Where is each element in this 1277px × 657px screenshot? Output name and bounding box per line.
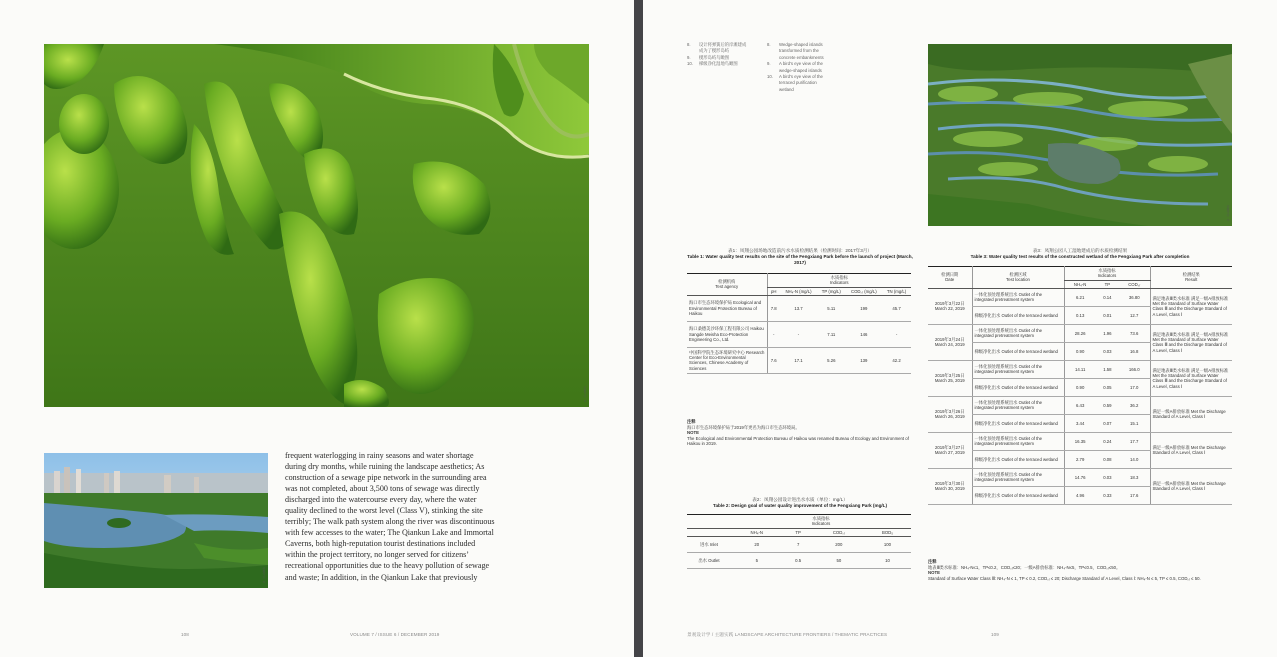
table3-result-cell: 满足一级A排放标准 Met the Discharge Standard of A Level, Class Ⅰ bbox=[1150, 468, 1232, 504]
table2-row bbox=[687, 552, 911, 568]
table3-subcol-header: NH₄-N bbox=[1064, 280, 1096, 288]
table3-col-location-zh: 检测区域 bbox=[1009, 272, 1027, 278]
table2-value-cell: 20 bbox=[731, 536, 783, 552]
table3-location-cell: 一体化预处理系统出水 Outlet of the integrated pretreatment system bbox=[972, 432, 1064, 450]
caption-text: wetland bbox=[779, 86, 794, 92]
table1-value-cell: - bbox=[780, 321, 817, 347]
table2-value-cell: 10 bbox=[864, 552, 911, 568]
aerial-photo-terraced-wetland bbox=[928, 44, 1232, 226]
body-text-line: during dry months, while ruining the landscape aesthetics; As bbox=[285, 462, 485, 472]
caption-text: terraced purification bbox=[779, 80, 817, 86]
table3-value-cell: 14.11 bbox=[1064, 360, 1096, 378]
table3-date-cell: 2019年3月27日 March 27, 2019 bbox=[928, 432, 972, 468]
table3-value-cell: 0.24 bbox=[1096, 432, 1119, 450]
table3-location-cell: 一体化预处理系统出水 Outlet of the integrated pretreatment system bbox=[972, 360, 1064, 378]
table3-value-cell: 0.05 bbox=[1096, 378, 1119, 396]
table3-value-cell: 3.44 bbox=[1064, 414, 1096, 432]
caption-text: A bird’s eye view of the bbox=[779, 61, 823, 67]
right-page-number: 109 bbox=[991, 632, 999, 637]
table1-value-cell: 45.7 bbox=[882, 295, 911, 321]
caption-number: 9. bbox=[687, 54, 691, 60]
table3-row bbox=[928, 432, 1232, 450]
captions-chinese bbox=[687, 42, 761, 68]
table2-subcol-header: TP bbox=[783, 528, 814, 536]
body-text-line: and waste; In addition, in the Qiankun Lake that previously bbox=[285, 572, 478, 582]
table3-date-cell: 2019年3月25日 March 25, 2019 bbox=[928, 360, 972, 396]
table3-subcol-header: TP bbox=[1096, 280, 1119, 288]
table2-title-en: Table 2: Design goal of water quality improvement of the Fengxiang Park (mg/L) bbox=[713, 502, 887, 508]
table3-note-en-label: NOTE bbox=[928, 570, 940, 576]
table1-row bbox=[687, 321, 911, 347]
table2-subcol-header: BOD₅ bbox=[864, 528, 911, 536]
table2-value-cell: 5 bbox=[731, 552, 783, 568]
table3-value-cell: 28.26 bbox=[1064, 324, 1096, 342]
table1-value-cell: - bbox=[882, 321, 911, 347]
table3-value-cell: 0.03 bbox=[1096, 342, 1119, 360]
table3-row bbox=[928, 396, 1232, 414]
table3-value-cell: 16.8 bbox=[1119, 342, 1150, 360]
table3-row bbox=[928, 468, 1232, 486]
table3-value-cell: 0.08 bbox=[1096, 450, 1119, 468]
table1-col-agency-en: Test agency bbox=[715, 284, 739, 290]
table3 bbox=[928, 266, 1232, 505]
caption-number bbox=[767, 87, 779, 93]
table3-col-result-zh: 检测结果 bbox=[1182, 272, 1200, 278]
table3-result-cell: 满足地表Ⅲ类水标准 满足一级A排放标准 Met the Standard of Surface Water Class Ⅲ and the Discharge Standard of A Level, Class Ⅰ bbox=[1150, 288, 1232, 324]
table3-value-cell: 17.0 bbox=[1119, 378, 1150, 396]
aerial-photo-terraced-wetland-svg bbox=[928, 44, 1232, 226]
table3-col-date-zh: 检测日期 bbox=[941, 272, 959, 278]
table1-value-cell: 5.11 bbox=[817, 295, 845, 321]
table3-value-cell: 15.1 bbox=[1119, 414, 1150, 432]
caption-text: 成为了楔形岛屿 bbox=[699, 48, 730, 54]
table1-col-indicators-en: Indicators bbox=[829, 280, 849, 286]
table3-value-cell: 1.58 bbox=[1096, 360, 1119, 378]
table1-row bbox=[687, 295, 911, 321]
table3-date-cell: 2019年3月24日 March 24, 2019 bbox=[928, 324, 972, 360]
table3-value-cell: 6.21 bbox=[1064, 288, 1096, 306]
spread-gutter bbox=[634, 0, 643, 657]
table1-note-zh-label: 注释 bbox=[687, 419, 696, 424]
table1-agency-cell: 中国科学院生态环境研究中心 Research Center for Eco-Environmental Sciences, Chinese Academy of Sciences bbox=[687, 347, 767, 373]
table3-value-cell: 0.14 bbox=[1096, 288, 1119, 306]
table3-col-indicators-en: Indicators bbox=[1097, 273, 1117, 279]
table3-value-cell: 16.35 bbox=[1064, 432, 1096, 450]
table2-row bbox=[687, 536, 911, 552]
table1-value-cell: 7.6 bbox=[767, 347, 780, 373]
body-text-line: was not completed, about 3,500 tons of sewage was directly bbox=[285, 484, 480, 494]
table3-value-cell: 0.01 bbox=[1096, 306, 1119, 324]
table3-value-cell: 14.0 bbox=[1119, 450, 1150, 468]
photo-credit-small: © 土人设计 bbox=[262, 567, 266, 584]
table1-value-cell: 139 bbox=[846, 347, 883, 373]
table1-subcol-header: COD꜀ᵣ (mg/L) bbox=[846, 287, 883, 295]
table2-title-zh: 表2：凤翔公园设计进出水水质（单位：mg/L） bbox=[752, 497, 848, 502]
table1-subcol-header: TN (mg/L) bbox=[882, 287, 911, 295]
table3-col-location-en: Test location bbox=[1006, 277, 1030, 283]
body-text-line: terribly; The walk path system along the river was discontinuous bbox=[285, 517, 495, 527]
table2-subcol-header: NH₄-N bbox=[731, 528, 783, 536]
table2-value-cell: 50 bbox=[814, 552, 864, 568]
caption-number: 9. bbox=[767, 61, 771, 67]
table3-value-cell: 0.90 bbox=[1064, 378, 1096, 396]
body-text-line: with few accesses to the water; The Qiankun Lake and Immortal bbox=[285, 528, 494, 538]
table1-note-en-label: NOTE bbox=[687, 430, 699, 436]
caption-text: concrete embankments bbox=[779, 54, 824, 60]
body-text-line: frequent waterlogging in rainy seasons and water shortage bbox=[285, 451, 474, 460]
table3-value-cell: 0.13 bbox=[1064, 306, 1096, 324]
table1-subcol-header: NH₄-N (mg/L) bbox=[780, 287, 817, 295]
caption-row bbox=[687, 61, 761, 67]
table3-row bbox=[928, 288, 1232, 306]
table1-note bbox=[687, 419, 913, 447]
body-text-line: recreational opportunities due to the heavy pollution of sewage bbox=[285, 561, 490, 571]
table1-value-cell: 13.7 bbox=[780, 295, 817, 321]
table3-value-cell: 17.7 bbox=[1119, 432, 1150, 450]
body-text-line: discharged into the watercourse every day, where the water bbox=[285, 495, 477, 505]
table3-row bbox=[928, 360, 1232, 378]
table3-location-cell: 一体化预处理系统出水 Outlet of the integrated pretreatment system bbox=[972, 324, 1064, 342]
table1-subcol-header: TP (mg/L) bbox=[817, 287, 845, 295]
table3-note-zh: 地表Ⅲ类水标准：NH₄-N≤1，TP≤0.2，COD꜀ᵣ≤20；一级A排放标准：NH₄-N≤5，TP≤0.5，COD꜀ᵣ≤50。 bbox=[928, 564, 1121, 570]
table3-note-en: Standard of Surface Water Class Ⅲ: NH₄-N ≤ 1, TP ≤ 0.2, COD꜀ᵣ ≤ 20; Discharge Standard of A Level, Class Ⅰ: NH₄-N ≤ 5, TP ≤ 0.5, COD꜀ᵣ ≤ 50. bbox=[928, 575, 1201, 581]
table3-col-result-en: Result bbox=[1185, 277, 1198, 283]
caption-number: 10. bbox=[687, 61, 693, 67]
caption-text: transformed from the bbox=[779, 48, 819, 54]
table3-value-cell: 0.07 bbox=[1096, 414, 1119, 432]
table3-location-cell: 梯级净化出水 Outlet of the terraced wetland bbox=[972, 306, 1064, 324]
table3-value-cell: 6.43 bbox=[1064, 396, 1096, 414]
table3-value-cell: 166.0 bbox=[1119, 360, 1150, 378]
table3-value-cell: 0.33 bbox=[1096, 486, 1119, 504]
right-footer: 景观设计学 / 主题实践 LANDSCAPE ARCHITECTURE FRONTIERS / THEMATIC PRACTICES bbox=[687, 632, 888, 637]
table2-row-label: 出水 Outlet bbox=[687, 552, 731, 568]
table1-value-cell: - bbox=[767, 321, 780, 347]
caption-number: 8. bbox=[767, 42, 771, 47]
table1-subcol-header: pH bbox=[767, 287, 780, 295]
table3-col-indicators-zh: 水质指标 bbox=[1098, 268, 1116, 273]
table3-value-cell: 0.59 bbox=[1096, 396, 1119, 414]
table3-note bbox=[928, 559, 1248, 581]
table1-title-zh: 表1：凤翔公园场地改造前污水水质检测结果（检测时间：2017年3月） bbox=[728, 248, 872, 253]
table2-subcol-blank bbox=[687, 528, 731, 536]
table2-subcol-header: COD꜀ᵣ bbox=[814, 528, 864, 536]
aerial-photo-lake-city-svg bbox=[44, 453, 268, 588]
table3-date-cell: 2019年3月22日 March 22, 2019 bbox=[928, 288, 972, 324]
table3-location-cell: 梯级净化出水 Outlet of the terraced wetland bbox=[972, 378, 1064, 396]
table3-value-cell: 2.79 bbox=[1064, 450, 1096, 468]
table1-note-zh: 海口市生态环境保护局于2019年更名为海口市生态环境局。 bbox=[687, 424, 800, 430]
table1-value-cell: 7.11 bbox=[817, 321, 845, 347]
table2-value-cell: 200 bbox=[814, 536, 864, 552]
table3-note-zh-label: 注释 bbox=[928, 559, 937, 564]
table3-location-cell: 梯级净化出水 Outlet of the terraced wetland bbox=[972, 342, 1064, 360]
table2-col-indicators-en: Indicators bbox=[811, 521, 831, 527]
table3-value-cell: 0.03 bbox=[1096, 468, 1119, 486]
caption-text: A bird’s eye view of the bbox=[779, 74, 823, 80]
table3-result-cell: 满足一级A排放标准 Met the Discharge Standard of A Level, Class Ⅰ bbox=[1150, 396, 1232, 432]
table1-title bbox=[687, 248, 913, 265]
body-text-line: within the project territory, no longer served for citizens’ bbox=[285, 550, 469, 560]
aerial-photo-wedge-islands-svg bbox=[44, 44, 589, 407]
caption-text: 楔形岛屿鸟瞰图 bbox=[699, 54, 730, 60]
aerial-photo-wedge-islands bbox=[44, 44, 589, 407]
table3-value-cell: 12.7 bbox=[1119, 306, 1150, 324]
table3-title-zh: 表3：凤翔公园人工湿地建成后的水质检测结果 bbox=[1032, 248, 1128, 253]
table2-value-cell: 0.5 bbox=[783, 552, 814, 568]
table3-location-cell: 一体化预处理系统出水 Outlet of the integrated pretreatment system bbox=[972, 288, 1064, 306]
table3-location-cell: 梯级净化出水 Outlet of the terraced wetland bbox=[972, 450, 1064, 468]
left-page-number: 108 bbox=[181, 632, 189, 637]
table2-col-indicators-zh: 水质指标 bbox=[812, 516, 830, 521]
caption-number: 8. bbox=[687, 42, 691, 47]
table3-value-cell: 4.96 bbox=[1064, 486, 1096, 504]
photo-credit-main: © 土人设计 bbox=[583, 386, 587, 403]
table1-agency-cell: 海口桑德美沙环保工程有限公司 Haikou Sangde Meisha Eco-Protection Engineering Co., Ltd. bbox=[687, 321, 767, 347]
table3-value-cell: 14.76 bbox=[1064, 468, 1096, 486]
caption-text: Wedge-shaped islands bbox=[779, 42, 823, 47]
table3-date-cell: 2019年3月30日 March 30, 2019 bbox=[928, 468, 972, 504]
table1-row bbox=[687, 347, 911, 373]
captions-english bbox=[767, 42, 837, 93]
left-page bbox=[0, 0, 634, 657]
caption-text: 梯级净化湿地鸟瞰图 bbox=[699, 61, 738, 67]
table2 bbox=[687, 514, 911, 569]
table3-value-cell: 1.96 bbox=[1096, 324, 1119, 342]
table3-value-cell: 36.2 bbox=[1119, 396, 1150, 414]
right-page bbox=[643, 0, 1277, 657]
table1-value-cell: 17.1 bbox=[780, 347, 817, 373]
table3-row bbox=[928, 324, 1232, 342]
table3-location-cell: 一体化预处理系统出水 Outlet of the integrated pretreatment system bbox=[972, 396, 1064, 414]
table2-row-label: 进水 Inlet bbox=[687, 536, 731, 552]
table1-value-cell: 5.26 bbox=[817, 347, 845, 373]
aerial-photo-lake-city bbox=[44, 453, 268, 588]
table3-subcol-header: COD꜀ᵣ bbox=[1119, 280, 1150, 288]
table1-agency-cell: 海口市生态环境保护局 Ecological and Environmental Protection Bureau of Haikou bbox=[687, 295, 767, 321]
table1-value-cell: 199 bbox=[846, 295, 883, 321]
table1-note-en: The Ecological and Environmental Protection Bureau of Haikou was renamed Bureau of Ecology and Environment of Haikou in 2019. bbox=[687, 435, 909, 447]
photo-credit-right: © 土人设计 bbox=[1226, 205, 1230, 222]
body-text-column bbox=[285, 450, 533, 583]
table3-value-cell: 17.6 bbox=[1119, 486, 1150, 504]
table3-col-date-en: Date bbox=[945, 277, 955, 283]
table3-title bbox=[928, 248, 1232, 260]
caption-row bbox=[767, 87, 837, 93]
body-text-line: construction of a sewage pipe network in the surrounding area bbox=[285, 473, 487, 483]
table1-title-en: Table 1: Water quality test results on the site of the Fengxiang Park before the launch of project (March, 2017) bbox=[687, 253, 913, 265]
table3-value-cell: 36.80 bbox=[1119, 288, 1150, 306]
caption-text: 设计将弹簧后的岸滩建成 bbox=[699, 42, 747, 47]
table3-location-cell: 梯级净化出水 Outlet of the terraced wetland bbox=[972, 414, 1064, 432]
table1-value-cell: 42.2 bbox=[882, 347, 911, 373]
table3-location-cell: 一体化预处理系统出水 Outlet of the integrated pretreatment system bbox=[972, 468, 1064, 486]
table3-result-cell: 满足地表Ⅲ类水标准 满足一级A排放标准 Met the Standard of Surface Water Class Ⅲ and the Discharge Standard of A Level, Class Ⅰ bbox=[1150, 360, 1232, 396]
table3-location-cell: 梯级净化出水 Outlet of the terraced wetland bbox=[972, 486, 1064, 504]
table1-col-agency-zh: 检测机构 bbox=[718, 279, 736, 285]
table3-value-cell: 0.90 bbox=[1064, 342, 1096, 360]
table3-value-cell: 73.6 bbox=[1119, 324, 1150, 342]
table1-col-indicators-zh: 水质指标 bbox=[830, 275, 848, 280]
table2-title bbox=[687, 497, 913, 509]
caption-text: wedge-shaped islands bbox=[779, 67, 822, 73]
table3-result-cell: 满足一级A排放标准 Met the Discharge Standard of A Level, Class Ⅰ bbox=[1150, 432, 1232, 468]
table1-value-cell: 146 bbox=[846, 321, 883, 347]
left-footer: VOLUME 7 / ISSUE 6 / DECEMBER 2019 bbox=[350, 632, 440, 637]
table3-result-cell: 满足地表Ⅲ类水标准 满足一级A排放标准 Met the Standard of Surface Water Class Ⅲ and the Discharge Standard of A Level, Class Ⅰ bbox=[1150, 324, 1232, 360]
body-text-line: Caverns, both high-reputation tourist destinations included bbox=[285, 539, 476, 549]
body-text-line: quality declined to the worst level (Class V), stinking the site bbox=[285, 506, 483, 516]
caption-number: 10. bbox=[767, 74, 773, 80]
table2-value-cell: 7 bbox=[783, 536, 814, 552]
table1 bbox=[687, 273, 911, 374]
table3-date-cell: 2019年3月26日 March 26, 2019 bbox=[928, 396, 972, 432]
table2-value-cell: 100 bbox=[864, 536, 911, 552]
table3-value-cell: 18.3 bbox=[1119, 468, 1150, 486]
table1-value-cell: 7.8 bbox=[767, 295, 780, 321]
table3-title-en: Table 3: Water quality test results of the constructed wetland of the Fengxiang Park after completion bbox=[970, 253, 1190, 259]
